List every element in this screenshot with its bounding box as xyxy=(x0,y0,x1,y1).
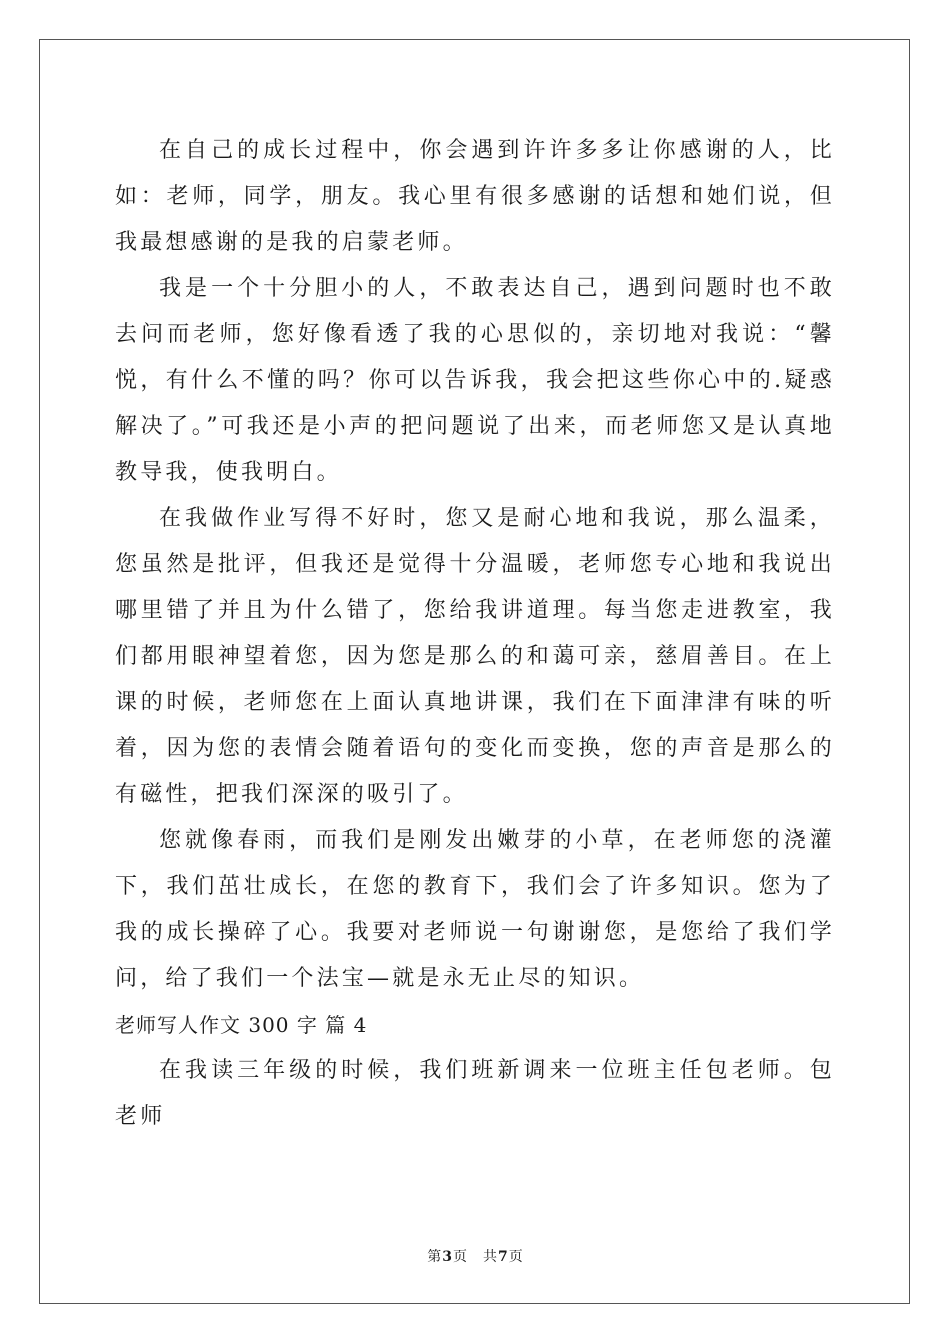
footer-page-suffix: 页 xyxy=(453,1249,467,1265)
document-body xyxy=(115,128,835,1140)
footer-total-prefix: 共 xyxy=(483,1249,497,1265)
paragraph-4: 您就像春雨，而我们是刚发出嫩芽的小草，在老师您的浇灌下，我们茁壮成长，在您的教育下，我们会了许多知识。您为了我的成长操碎了心。我要对老师说一句谢谢您，是您给了我们学问，给了我们一个法宝—就是永无止尽的知识。 xyxy=(115,828,835,991)
page-footer xyxy=(0,1246,950,1266)
paragraph-3: 在我做作业写得不好时，您又是耐心地和我说，那么温柔，您虽然是批评，但我还是觉得十分温暖，老师您专心地和我说出哪里错了并且为什么错了，您给我讲道理。每当您走进教室，我们都用眼神望着您，因为您是那么的和蔼可亲，慈眉善目。在上课的时候，老师您在上面认真地讲课，我们在下面津津有味的听着，因为您的表情会随着语句的变化而变换，您的声音是那么的有磁性，把我们深深的吸引了。 xyxy=(115,506,835,807)
footer-total-suffix: 页 xyxy=(508,1249,523,1265)
footer-page-number: 3 xyxy=(442,1249,452,1265)
footer-total-pages: 7 xyxy=(498,1249,508,1265)
footer-prefix: 第 xyxy=(427,1249,442,1265)
section-heading: 老师写人作文 300 字 篇 4 xyxy=(115,1013,368,1037)
paragraph-2: 我是一个十分胆小的人，不敢表达自己，遇到问题时也不敢去问而老师，您好像看透了我的心思似的，亲切地对我说：“馨悦，有什么不懂的吗？你可以告诉我，我会把这些你心中的.疑惑解决了。”可我还是小声的把问题说了出来，而老师您又是认真地教导我，使我明白。 xyxy=(115,276,835,485)
paragraph-5: 在我读三年级的时候，我们班新调来一位班主任包老师。包老师 xyxy=(115,1058,835,1129)
paragraph-1: 在自己的成长过程中，你会遇到许许多多让你感谢的人，比如：老师，同学，朋友。我心里有很多感谢的话想和她们说，但我最想感谢的是我的启蒙老师。 xyxy=(115,138,835,255)
